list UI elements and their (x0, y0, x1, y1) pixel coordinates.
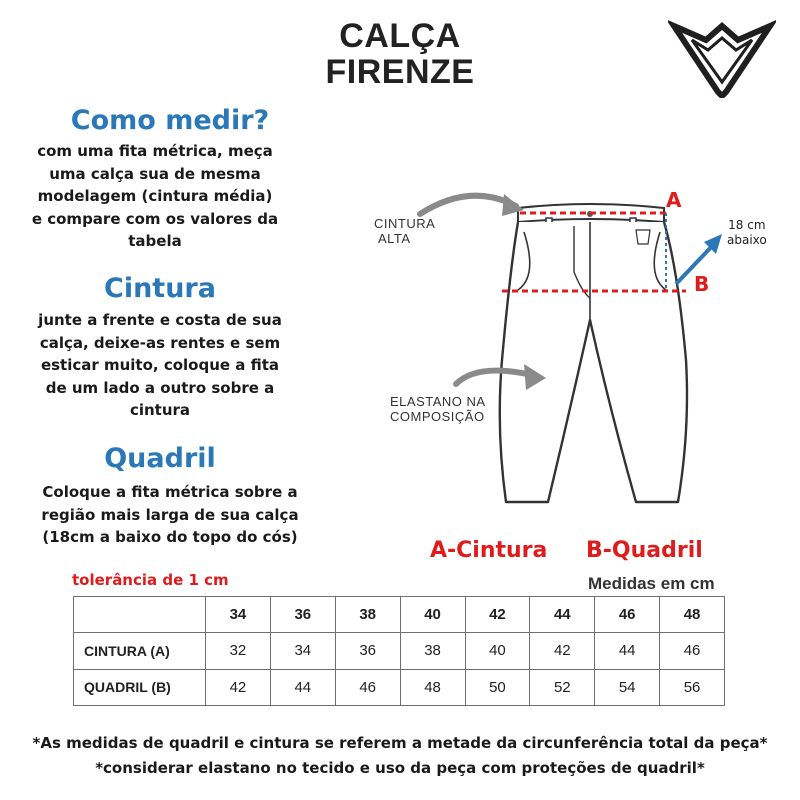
cintura-line: cintura (129, 401, 191, 419)
cintura-line: calça, deixe-as rentes e sem (39, 333, 281, 352)
product-title (300, 18, 500, 90)
footnote-1: *As medidas de quadril e cintura se referem a metade da circunferência total da peça* (32, 734, 768, 752)
table-cell: 38 (400, 633, 465, 669)
como-medir-line: com uma fita métrica, meça (37, 142, 273, 160)
tolerance-note: tolerância de 1 cm (72, 571, 229, 589)
size-header-cell: 46 (595, 597, 660, 633)
size-header-cell: 40 (400, 597, 465, 633)
cintura-line: de um lado a outro sobre a (45, 378, 275, 397)
chevron-shield-icon (668, 18, 776, 98)
elastano-label (390, 394, 486, 424)
cintura-text (5, 309, 315, 422)
title-line-2: FIRENZE (325, 53, 475, 91)
elastano-line-1: ELASTANO NA (390, 394, 486, 409)
table-cell: 42 (206, 669, 271, 705)
size-header-cell: 34 (206, 597, 271, 633)
cintura-alta-label (374, 216, 435, 246)
como-medir-line: uma calça sua de mesma (49, 164, 261, 183)
size-header-cell: 44 (530, 597, 595, 633)
header-corner-cell (74, 597, 206, 633)
quadril-line: (18cm a baixo do topo do cós) (42, 528, 298, 546)
elastano-line-2: COMPOSIÇÃO (390, 409, 485, 424)
cintura-line: junte a frente e costa de sua (38, 311, 282, 329)
table-cell: 48 (400, 669, 465, 705)
table-cell: 32 (206, 633, 271, 669)
table-cell: 56 (660, 669, 725, 705)
size-header-cell: 36 (270, 597, 335, 633)
quadril-line: Coloque a fita métrica sobre a (42, 483, 298, 501)
table-row (74, 633, 725, 669)
size-header-row (74, 597, 725, 633)
cintura-heading: Cintura (104, 273, 216, 304)
footnote-2: *considerar elastano no tecido e uso da peça com proteções de quadril* (95, 759, 705, 777)
table-cell: 52 (530, 669, 595, 705)
quadril-heading: Quadril (104, 443, 216, 474)
cintura-line: esticar muito, coloque a fita (40, 356, 280, 374)
table-cell: 46 (335, 669, 400, 705)
table-row (74, 669, 725, 705)
offset-note-line-1: 18 cm (728, 218, 766, 232)
quadril-line: região mais larga de sua calça (41, 505, 299, 524)
pants-outline (500, 222, 687, 502)
table-cell: 42 (530, 633, 595, 669)
table-cell: 44 (595, 633, 660, 669)
table-cell: 44 (270, 669, 335, 705)
table-cell: 34 (270, 633, 335, 669)
marker-b: B (694, 272, 710, 296)
table-cell: 46 (660, 633, 725, 669)
cintura-alta-line-1: CINTURA (374, 216, 436, 231)
marker-a: A (666, 188, 682, 212)
como-medir-heading: Como medir? (70, 105, 270, 136)
title-line-1: CALÇA (339, 17, 461, 55)
row-label-quadril: QUADRIL (B) (74, 669, 206, 705)
size-table (73, 596, 725, 706)
legend-a: A-Cintura (430, 538, 548, 563)
como-medir-line: modelagem (cintura média) (37, 187, 273, 205)
table-cell: 36 (335, 633, 400, 669)
cintura-alta-line-2: ALTA (378, 231, 411, 246)
size-header-cell: 42 (465, 597, 530, 633)
legend-b: B-Quadril (586, 538, 703, 563)
como-medir-line: tabela (128, 232, 182, 250)
size-header-cell: 48 (660, 597, 725, 633)
table-cell: 40 (465, 633, 530, 669)
units-note: Medidas em cm (588, 574, 715, 593)
size-header-cell: 38 (335, 597, 400, 633)
quadril-text (15, 481, 325, 549)
como-medir-text (0, 140, 310, 253)
table-cell: 50 (465, 669, 530, 705)
offset-note (727, 218, 767, 248)
offset-note-line-2: abaixo (727, 233, 767, 247)
cintura-arrow-line (420, 196, 516, 214)
table-cell: 54 (595, 669, 660, 705)
row-label-cintura: CINTURA (A) (74, 633, 206, 669)
como-medir-line: e compare com os valores da (31, 209, 279, 228)
